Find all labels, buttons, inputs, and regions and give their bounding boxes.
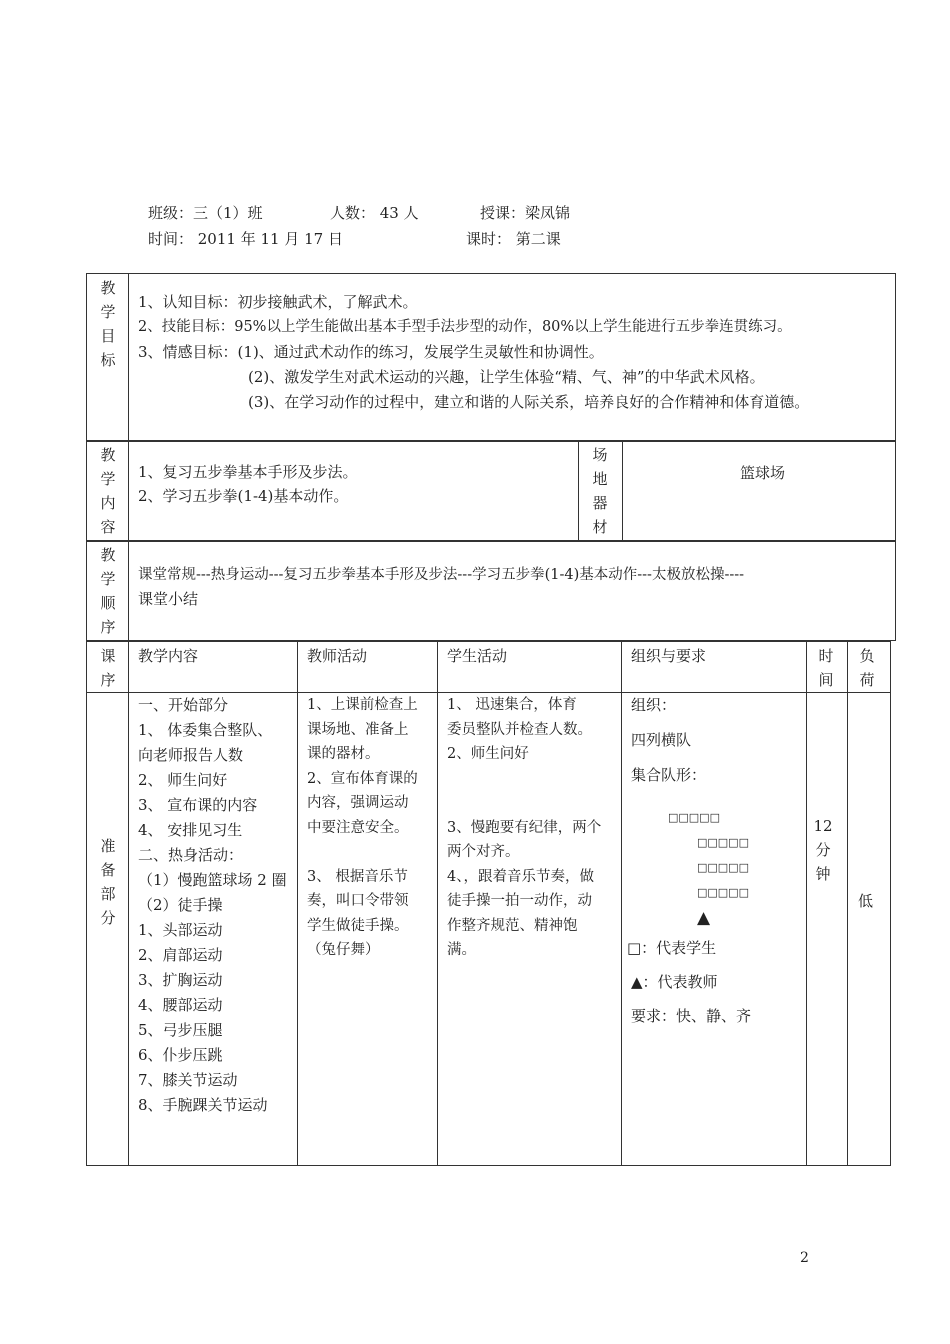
- period-label: 课时： 第二课: [466, 230, 561, 248]
- cell-line: 一、开始部分: [138, 696, 229, 714]
- objective-line: 3、情感目标：(1)、通过武术动作的练习，发展学生灵敏性和协调性。: [138, 343, 604, 361]
- prep-label: 准 备 部 分: [100, 837, 116, 927]
- org-formation: 四列横队: [631, 731, 692, 749]
- header-teacher: 教师活动: [307, 647, 368, 665]
- cell-line: 2、 师生问好: [138, 771, 228, 789]
- venue-value: 篮球场: [740, 464, 786, 482]
- cell-line: 1、上课前检查上: [307, 697, 418, 713]
- cell-line: 内容，强调运动: [307, 795, 409, 811]
- cell-line: 作整齐规范、精神饱: [447, 917, 578, 934]
- cell-line: 4、腰部运动: [138, 996, 223, 1014]
- objective-line: (2)、激发学生对武术运动的兴趣，让学生体验“精、气、神”的中华武术风格。: [248, 368, 765, 386]
- cell-line: 7、膝关节运动: [138, 1071, 238, 1089]
- content-label: 教 学 内 容: [100, 446, 116, 536]
- cell-line: 课的器材。: [307, 746, 380, 762]
- cell-line: （1）慢跑篮球场 2 圈: [138, 871, 287, 889]
- sequence-line: 课堂小结: [138, 590, 199, 608]
- objective-line: 2、技能目标：95%以上学生能做出基本手型手法步型的动作，80%以上学生能进行五步拳连贯练习。: [138, 319, 792, 335]
- cell-line: （兔仔舞）: [307, 942, 380, 958]
- cell-line: 1、头部运动: [138, 921, 223, 939]
- teacher-triangle-icon: ▲: [697, 908, 711, 928]
- cell-line: 5、弓步压腿: [138, 1021, 223, 1039]
- prep-time: 12 分 钟: [813, 817, 833, 883]
- cell-line: 2、肩部运动: [138, 946, 223, 964]
- formation-row: □□□□□: [668, 811, 720, 824]
- cell-line: 课场地、准备上: [307, 721, 409, 738]
- cell-line: 二、热身活动：: [138, 846, 244, 864]
- cell-line: 奏，叫口令带领: [307, 893, 409, 909]
- prep-load: 低: [858, 892, 874, 910]
- venue-label: 场 地 器 材: [592, 446, 608, 536]
- header-load: 负 荷: [859, 647, 875, 689]
- objective-line: 1、认知目标：初步接触武术，了解武术。: [138, 293, 418, 311]
- cell-line: 学生做徒手操。: [307, 917, 409, 934]
- objective-line: (3)、在学习动作的过程中，建立和谐的人际关系，培养良好的合作精神和体育道德。: [248, 393, 810, 411]
- cell-line: 徒手操一拍一动作，动: [447, 893, 592, 909]
- page-number: 2: [800, 1250, 809, 1266]
- class-label: 班级：三（1）班: [148, 204, 263, 222]
- count-label: 人数： 43 人: [330, 204, 419, 222]
- cell-line: 2、宣布体育课的: [307, 770, 418, 787]
- cell-line: 1、 迅速集合，体育: [447, 697, 577, 713]
- cell-line: 1、 体委集合整队、: [138, 721, 273, 739]
- cell-line: 委员整队并检查人数。: [447, 721, 592, 738]
- cell-line: （2）徒手操: [138, 896, 223, 914]
- legend-student: □：代表学生: [627, 939, 717, 957]
- legend-teacher: ▲：代表教师: [631, 973, 718, 991]
- formation-row: □□□□□: [697, 861, 749, 874]
- cell-line: 8、手腕踝关节运动: [138, 1096, 268, 1114]
- cell-line: 两个对齐。: [447, 844, 520, 860]
- teacher-label: 授课：梁凤锦: [480, 204, 571, 222]
- cell-line: 2、师生问好: [447, 746, 529, 762]
- formation-row: □□□□□: [697, 836, 749, 849]
- sequence-label: 教 学 顺 序: [100, 546, 116, 636]
- cell-line: 3、 宣布课的内容: [138, 796, 258, 814]
- sequence-line: 课堂常规---热身运动---复习五步拳基本手形及步法---学习五步拳(1-4)基本动作---太极放松操----: [138, 567, 745, 583]
- cell-line: 6、仆步压跳: [138, 1046, 223, 1064]
- content-line: 2、学习五步拳(1-4)基本动作。: [138, 487, 349, 505]
- cell-line: 向老师报告人数: [138, 746, 244, 764]
- header-organization: 组织与要求: [631, 647, 707, 665]
- header-content: 教学内容: [138, 647, 199, 665]
- time-label: 时间： 2011 年 11 月 17 日: [148, 230, 343, 248]
- header-lesson-order: 课 序: [100, 647, 116, 689]
- header-student: 学生活动: [447, 647, 508, 665]
- org-gather: 集合队形：: [631, 766, 707, 784]
- formation-row: □□□□□: [697, 886, 749, 899]
- header-time: 时 间: [818, 647, 834, 689]
- sequence-section: [86, 541, 896, 641]
- cell-line: 3、扩胸运动: [138, 971, 223, 989]
- cell-line: 满。: [447, 942, 476, 958]
- org-requirement: 要求：快、静、齐: [631, 1007, 752, 1025]
- cell-line: 4、 安排见习生: [138, 821, 243, 839]
- content-line: 1、复习五步拳基本手形及步法。: [138, 463, 358, 481]
- cell-line: 4、，跟着音乐节奏，做: [447, 868, 594, 885]
- cell-line: 中要注意安全。: [307, 819, 409, 836]
- cell-line: 3、慢跑要有纪律，两个: [447, 819, 602, 836]
- cell-line: 3、 根据音乐节: [307, 868, 408, 885]
- objectives-label: 教 学 目 标: [100, 279, 116, 369]
- org-title: 组织：: [631, 696, 677, 714]
